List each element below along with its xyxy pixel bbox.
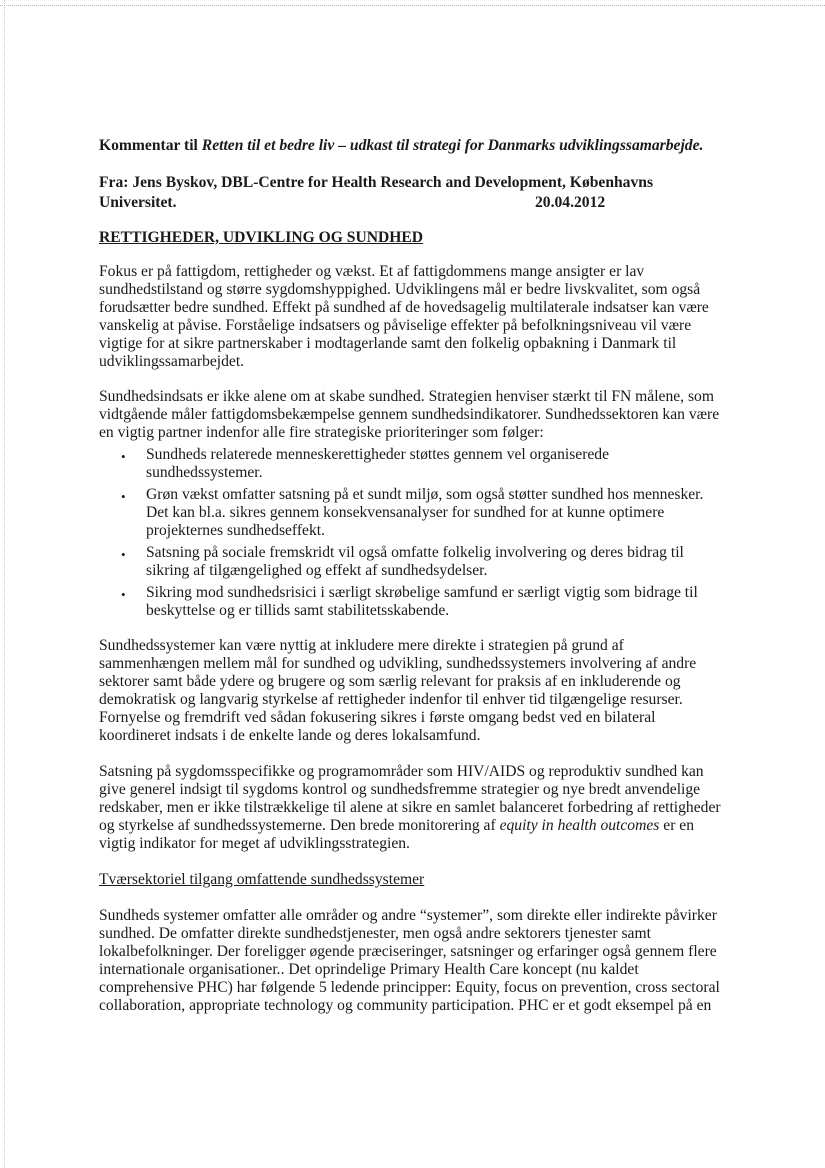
bullet-line: Satsning på sociale fremskridt vil også omfatte folkelig involvering og deres bidrag til [146, 544, 684, 561]
bullet-line: sikring af tilgængelighed og effekt af sundhedsydelser. [146, 562, 488, 579]
bullet-marker: • [121, 449, 126, 464]
paragraph-line: forudsætter bedre sundhed. Effekt på sundhed af de hovedsagelig multilaterale indsatser kan være [99, 299, 709, 316]
bullet-line: Sikring mod sundhedsrisici i særligt skrøbelige samfund er særligt vigtig som bidrage til [146, 584, 698, 601]
paragraph-line: give generel indsigt til sygdoms kontrol og sundhedsfremme strategier og nye bredt anvendelige [99, 781, 701, 798]
paragraph-line: sundhed. De omfatter direkte sundhedstjenester, men også andre sektorers tjenester samt [99, 925, 651, 942]
paragraph-line: Fokus er på fattigdom, rettigheder og vækst. Et af fattigdommens mange ansigter er lav [99, 263, 645, 280]
paragraph-line: koordineret indsats i de enkelte lande og deres lokalsamfund. [99, 727, 481, 744]
paragraph-line: redskaber, men er ikke tilstrækkelige til alene at sikre en samlet balanceret forbedring af rettigheder [99, 799, 721, 816]
paragraph-line: sektorer samt både ydere og brugere og som særlig relevant for praksis af en inkluderende og [99, 673, 681, 690]
scan-edge-left [4, 0, 5, 1168]
italic-term: equity in health outcomes [499, 817, 660, 834]
paragraph-line: Sundheds systemer omfatter alle områder og andre “systemer”, som direkte eller indirekte påvirker [99, 907, 717, 924]
text-fragment: og styrkelse af sundhedssystemerne. Den brede monitorering af [99, 817, 500, 834]
paragraph-line: Satsning på sygdomsspecifikke og programområder som HIV/AIDS og reproduktiv sundhed kan [99, 763, 704, 780]
paragraph-line: vidtgående måler fattigdomsbekæmpelse gennem sundhedsindikatorer. Sundhedssektoren kan være [99, 406, 720, 423]
paragraph-line: sammenhængen mellem mål for sundhed og udvikling, sundhedssystemers involvering af andre [99, 655, 697, 672]
document-date: 20.04.2012 [535, 194, 606, 211]
scan-edge-top [0, 5, 825, 6]
paragraph-line: sundhedstilstand og større sygdomshyppighed. Udviklingens mål er bedre livskvalitet, som også [99, 281, 701, 298]
bullet-line: Sundheds relaterede menneskerettigheder støttes gennem vel organiserede [146, 446, 610, 463]
paragraph-line: internationale organisationer.. Det oprindelige Primary Health Care koncept (nu kaldet [99, 961, 639, 978]
paragraph-line: lokalbefolkninger. Der foreligger øgende præciseringer, satsninger og erfaringer også gennem flere [99, 943, 717, 960]
bullet-line: beskyttelse og er tillids samt stabilitetsskabende. [146, 602, 450, 619]
paragraph-line: vigtige for at sikre partnerskaber i modtagerlande samt den folkelig opbakning i Danmark til [99, 335, 677, 352]
bullet-line: Det kan bl.a. sikres gennem konsekvensanalyser for sundhed for at kunne optimere [146, 504, 665, 521]
paragraph-line: en vigtig partner indenfor alle fire strategiske prioriteringer som følger: [99, 424, 544, 441]
paragraph-line: vigtig indikator for meget af udviklingsstrategien. [99, 835, 410, 852]
paragraph-line: Fornyelse og fremdrift ved sådan fokusering sikres i første omgang bedst ved en bilateral [99, 709, 656, 726]
bullet-line: sundhedssystemer. [146, 464, 263, 481]
paragraph-line-equity [99, 817, 694, 835]
comment-title-line [99, 137, 703, 155]
from-line-1: Fra: Jens Byskov, DBL-Centre for Health Research and Development, Københavns [99, 174, 654, 191]
paragraph-line: Sundhedssystemer kan være nyttig at inkludere mere direkte i strategien på grund af [99, 637, 624, 654]
bullet-marker: • [121, 587, 126, 602]
bullet-marker: • [121, 547, 126, 562]
paragraph-line: comprehensive PHC) har følgende 5 ledende principper: Equity, focus on prevention, cross sectoral [99, 979, 720, 996]
paragraph-line: demokratisk og langvarig styrkelse af rettigheder indenfor til enhver tid tilgængelige resurser. [99, 691, 683, 708]
paragraph-line: udviklingssamarbejdet. [99, 353, 245, 370]
comment-title-italic: Retten til et bedre liv – udkast til strategi for Danmarks udviklingssamarbejde. [201, 137, 704, 154]
section-heading-cross-sectoral: Tværsektoriel tilgang omfattende sundhedssystemer [99, 871, 425, 888]
bullet-line: Grøn vækst omfatter satsning på et sundt miljø, som også støtter sundhed hos mennesker. [146, 486, 704, 503]
paragraph-line: vanskelig at påvise. Forståelige indsatsers og påviselige effekter på befolkningsniveau vil være [99, 317, 692, 334]
paragraph-line: Sundhedsindsats er ikke alene om at skabe sundhed. Strategien henviser stærkt til FN målene, som [99, 388, 714, 405]
bullet-marker: • [121, 489, 126, 504]
paragraph-line: collaboration, appropriate technology og community participation. PHC er et godt eksempel på en [99, 997, 712, 1014]
section-heading-rights: RETTIGHEDER, UDVIKLING OG SUNDHED [99, 229, 424, 246]
bullet-line: projekternes sundhedseffekt. [146, 522, 325, 539]
text-fragment: er en [659, 817, 695, 834]
comment-prefix: Kommentar til [99, 137, 202, 154]
from-line-2: Universitet. [99, 194, 177, 211]
